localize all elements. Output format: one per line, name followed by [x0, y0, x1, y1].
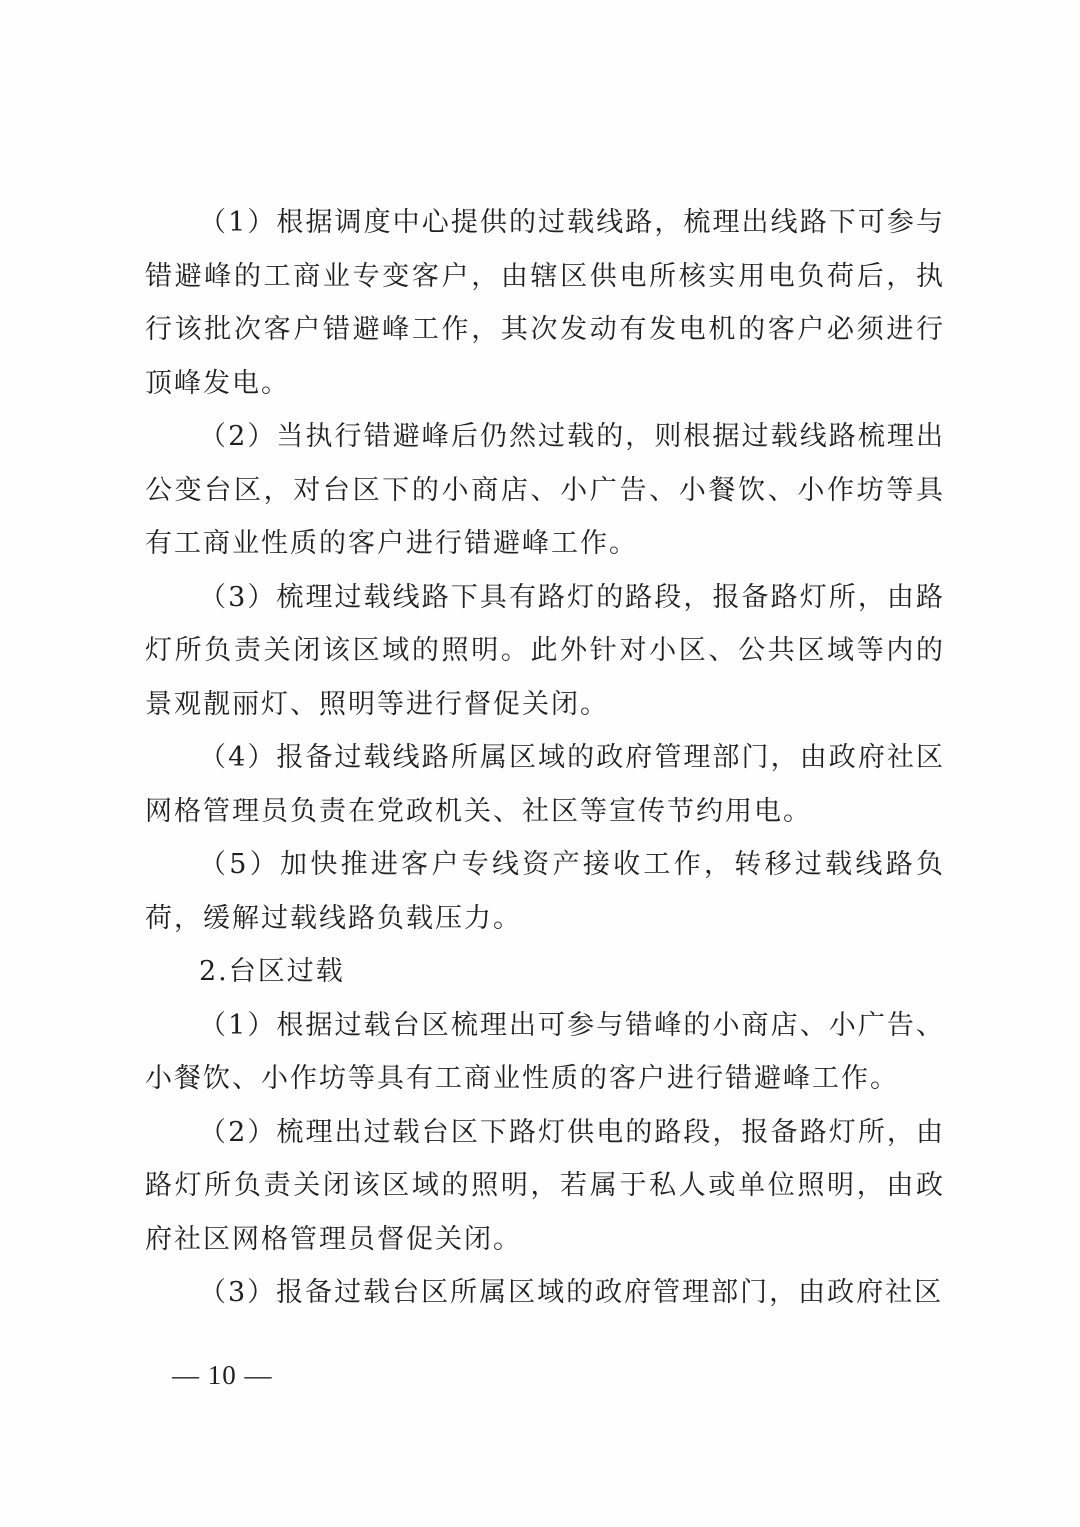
paragraph-line-item-1: （1）根据调度中心提供的过载线路，梳理出线路下可参与错避峰的工商业专变客户，由辖区供电所核实用电负荷后，执行该批次客户错避峰工作，其次发动有发电机的客户必须进行顶峰发电。 — [145, 207, 945, 399]
section-heading-area-overload: 2.台区过载 — [199, 956, 345, 987]
paragraph-area-item-2: （2）梳理出过载台区下路灯供电的路段，报备路灯所，由路灯所负责关闭该区域的照明，若属于私人或单位照明，由政府社区网格管理员督促关闭。 — [145, 1116, 945, 1255]
page-number: — 10 — — [172, 1360, 273, 1390]
paragraph-line-item-5: （5）加快推进客户专线资产接收工作，转移过载线路负荷，缓解过载线路负载压力。 — [145, 849, 945, 934]
paragraph-area-item-1: （1）根据过载台区梳理出可参与错峰的小商店、小广告、小餐饮、小作坊等具有工商业性质的客户进行错避峰工作。 — [145, 1009, 945, 1094]
paragraph-area-item-3: （3）报备过载台区所属区域的政府管理部门，由政府社区 — [199, 1277, 944, 1308]
document-body — [145, 196, 945, 1320]
paragraph-line-item-3: （3）梳理过载线路下具有路灯的路段，报备路灯所，由路灯所负责关闭该区域的照明。此外针对小区、公共区域等内的景观靓丽灯、照明等进行督促关闭。 — [145, 581, 945, 720]
paragraph-line-item-4: （4）报备过载线路所属区域的政府管理部门，由政府社区网格管理员负责在党政机关、社区等宣传节约用电。 — [145, 742, 945, 827]
paragraph-line-item-2: （2）当执行错避峰后仍然过载的，则根据过载线路梳理出公变台区，对台区下的小商店、小广告、小餐饮、小作坊等具有工商业性质的客户进行错避峰工作。 — [145, 421, 945, 559]
